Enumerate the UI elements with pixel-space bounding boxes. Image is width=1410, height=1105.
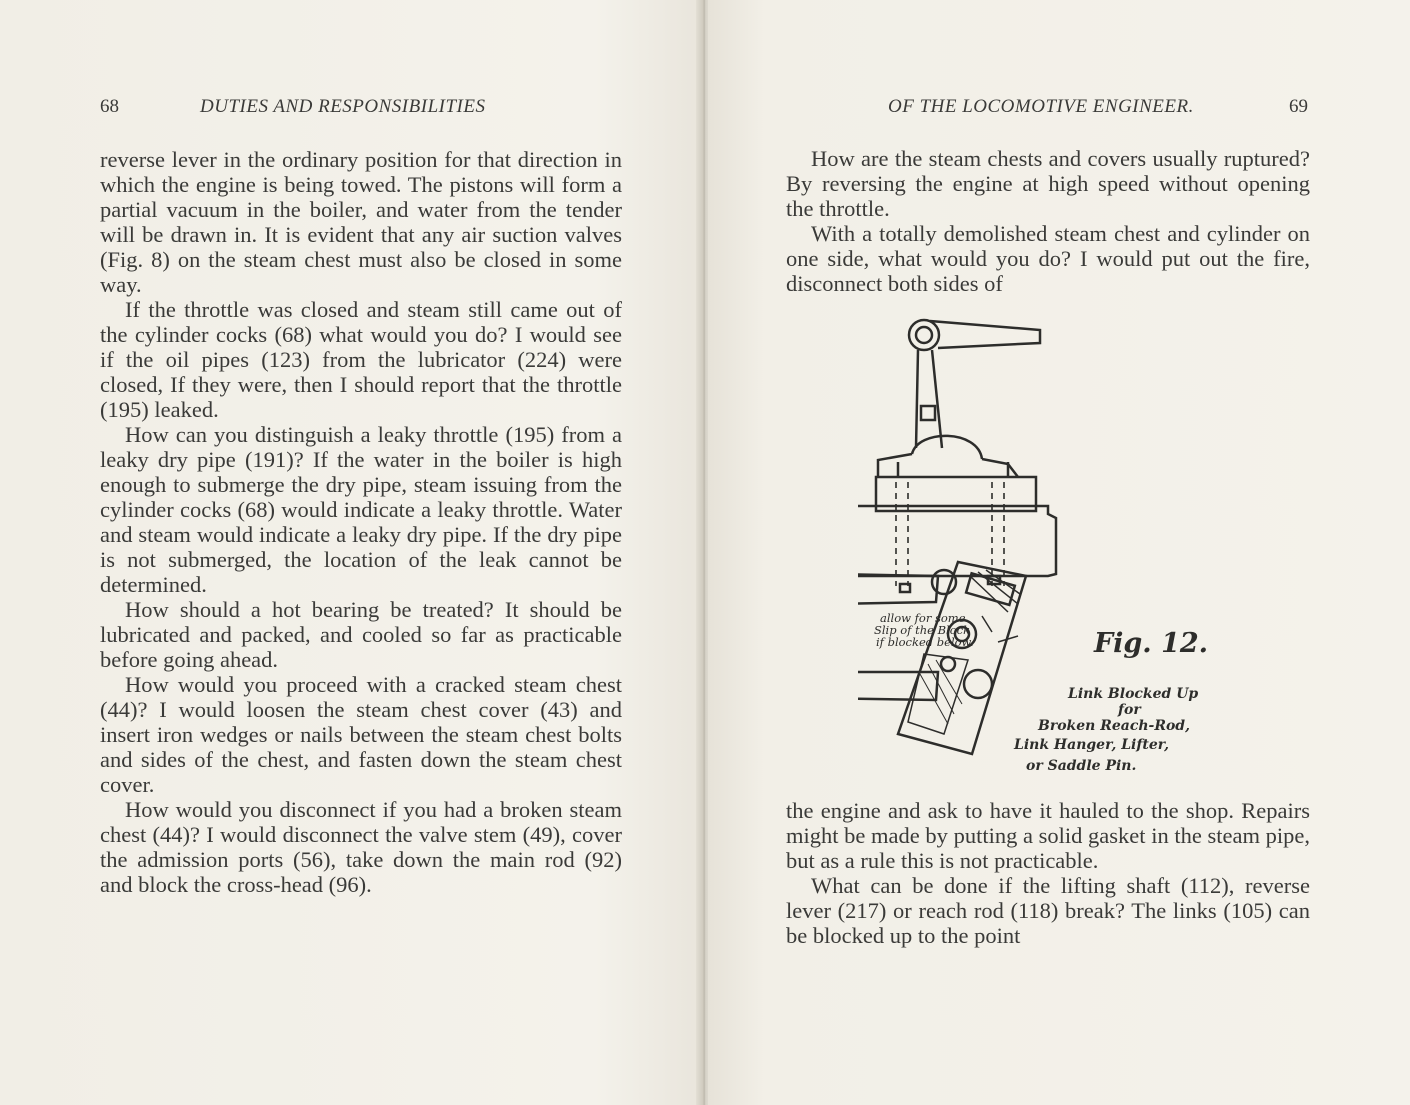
link-hanger <box>916 350 942 448</box>
paragraph: How should a hot bearing be treated? It should be lubricated and packed, and cooled so far as practicable before going ahead. <box>100 597 622 672</box>
figure-side-note <box>874 611 974 649</box>
figure-caption-line: Broken Reach-Rod, <box>1038 718 1190 734</box>
right-page-number: 69 <box>1289 96 1308 117</box>
reverse-rod <box>858 574 938 604</box>
paragraph: What can be done if the lifting shaft (112), reverse lever (217) or reach rod (118) break? The links (105) can be blocked up to the point <box>786 873 1310 948</box>
hanger-pin <box>921 406 935 420</box>
pivot-circle <box>909 320 939 350</box>
side-note-line: Slip of the Block <box>874 623 971 637</box>
side-note-line: allow for some <box>880 611 966 625</box>
figure-title: Fig. 12. <box>1094 628 1209 659</box>
paragraph: With a totally demolished steam chest and cylinder on one side, what would you do? I would put out the fire, disconnect both sides of <box>786 221 1310 296</box>
right-body-text-bottom <box>786 798 1310 948</box>
figure-caption-line: for <box>1118 702 1141 718</box>
link-block-diagram <box>858 314 1238 776</box>
left-page-number: 68 <box>100 96 119 117</box>
link-slot <box>908 654 968 734</box>
slot-hatching <box>920 660 962 724</box>
link-block <box>966 573 1015 605</box>
figure-caption-line: or Saddle Pin. <box>1026 758 1137 774</box>
nut <box>900 584 910 592</box>
saddle-arch <box>912 436 982 459</box>
rod-end-circle <box>964 670 992 698</box>
paragraph: How would you disconnect if you had a broken steam chest (44)? I would disconnect the valve stem (49), cover the admission ports (56), take down the main rod (92) and block the cross-head (96). <box>100 797 622 897</box>
link-pin <box>941 657 955 671</box>
paragraph: How can you distinguish a leaky throttle (195) from a leaky dry pipe (191)? If the water in the boiler is high enough to submerge the dry pipe, steam issuing from the cylinder cocks (68) would indicate a leaky throttle. Water and steam would indicate a leaky dry pipe. If the dry pipe is not submerged, the location of the leak cannot be determined. <box>100 422 622 597</box>
paragraph: the engine and ask to have it hauled to the shop. Repairs might be made by putting a solid gasket in the steam pipe, but as a rule this is not practicable. <box>786 798 1310 873</box>
pivot-inner <box>916 327 932 343</box>
paragraph: If the throttle was closed and steam still came out of the cylinder cocks (68) what would you do? I would see if the oil pipes (123) from the lubricator (224) were closed, If they were, then I should report that the throttle (195) leaked. <box>100 297 622 422</box>
figure-12 <box>858 314 1238 776</box>
lifting-arm <box>930 321 1040 348</box>
right-body-text-top <box>786 146 1310 296</box>
figure-caption-line: Link Hanger, Lifter, <box>1014 737 1169 753</box>
right-running-head: OF THE LOCOMOTIVE ENGINEER. <box>888 96 1194 117</box>
right-page <box>708 0 1410 1105</box>
paragraph: reverse lever in the ordinary position for that direction in which the engine is being towed. The pistons will form a partial vacuum in the boiler, and water from the tender will be drawn in. It is evident that any air suction valves (Fig. 8) on the steam chest must also be closed in some way. <box>100 147 622 297</box>
lower-rod <box>858 672 938 700</box>
paragraph: How would you proceed with a cracked steam chest (44)? I would loosen the steam chest cover (43) and insert iron wedges or nails between the steam chest bolts and sides of the chest, and fasten down the steam chest cover. <box>100 672 622 797</box>
left-page <box>0 0 700 1105</box>
left-body-text <box>100 147 622 897</box>
figure-caption-line: Link Blocked Up <box>1068 686 1199 702</box>
paragraph: How are the steam chests and covers usually ruptured? By reversing the engine at high speed without opening the throttle. <box>786 146 1310 221</box>
bolt-heads <box>898 462 1008 477</box>
side-note-line: if blocked below. <box>876 635 974 649</box>
rod-end-circle <box>932 570 956 594</box>
left-running-head: DUTIES AND RESPONSIBILITIES <box>200 96 486 117</box>
